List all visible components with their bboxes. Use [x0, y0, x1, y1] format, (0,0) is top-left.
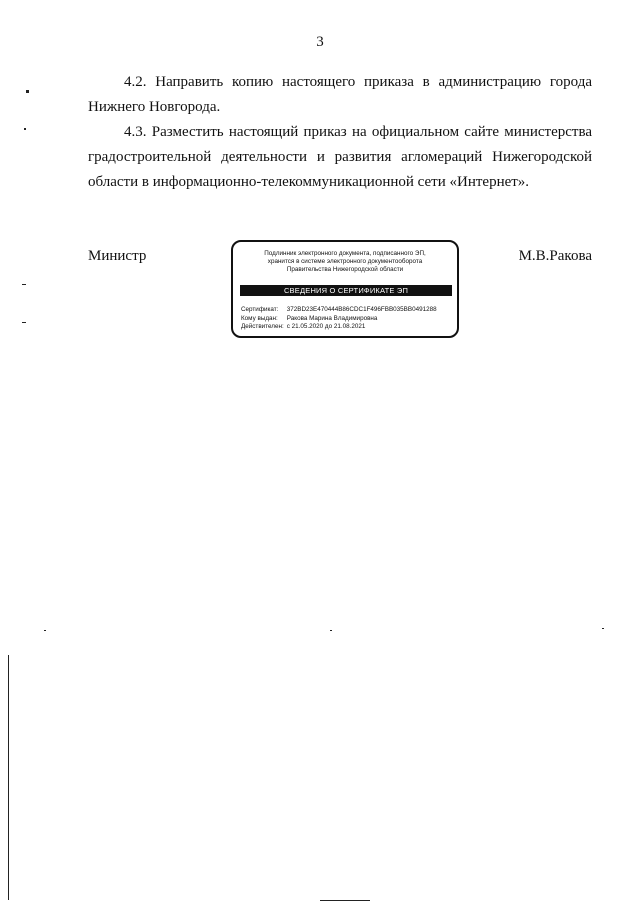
certificate-value: 372BD23E470444B86CDC1F496FBB035BB0491288	[286, 306, 437, 313]
scan-speck	[22, 322, 26, 323]
stamp-validity-row	[241, 323, 453, 332]
page-number: 3	[316, 34, 324, 50]
paragraph-4-3-line-1: 4.3. Разместить настоящий приказ на официальном сайте министерства	[124, 124, 592, 140]
paragraph-4-3	[88, 120, 592, 195]
paragraph-4-3-line-2: градостроительной деятельности и развития агломераций Нижегородской	[88, 149, 592, 165]
paragraph-4-2-line-2: Нижнего Новгорода.	[88, 99, 221, 115]
scan-speck	[22, 284, 26, 285]
stamp-notice-line-3: Правительства Нижегородской области	[286, 266, 404, 273]
scan-speck	[330, 630, 332, 631]
issued-to-label: Кому выдан:	[241, 314, 278, 322]
paragraph-4-2-line-1: 4.2. Направить копию настоящего приказа в администрацию города	[124, 74, 592, 90]
scan-speck	[24, 128, 26, 130]
paragraph-4-3-line-3: области в информационно-телекоммуникационной сети «Интернет».	[88, 174, 530, 190]
scan-edge-line	[8, 655, 9, 900]
scan-speck	[602, 628, 604, 629]
validity-label: Действителен:	[241, 323, 284, 330]
stamp-issued-to-row	[241, 315, 453, 324]
stamp-certificate-details	[241, 306, 453, 332]
signer-name: М.В.Ракова	[518, 248, 592, 264]
signer-title: Министр	[88, 248, 147, 264]
scan-speck	[26, 90, 29, 93]
validity-value: с 21.05.2020 до 21.08.2021	[286, 323, 366, 330]
issued-to-value: Ракова Марина Владимировна	[286, 314, 378, 322]
certificate-label: Сертификат:	[241, 306, 279, 313]
stamp-notice	[243, 250, 447, 274]
stamp-notice-line-1: Подлинник электронного документа, подписанного ЭП,	[264, 250, 426, 257]
scan-speck	[44, 630, 46, 631]
stamp-header: СВЕДЕНИЯ О СЕРТИФИКАТЕ ЭП	[240, 285, 452, 296]
paragraph-4-2	[88, 70, 592, 120]
electronic-signature-stamp	[231, 240, 459, 338]
stamp-notice-line-2: хранится в системе электронного документооборота	[267, 258, 423, 265]
scan-edge-line	[320, 900, 370, 901]
stamp-certificate-row	[241, 306, 453, 315]
